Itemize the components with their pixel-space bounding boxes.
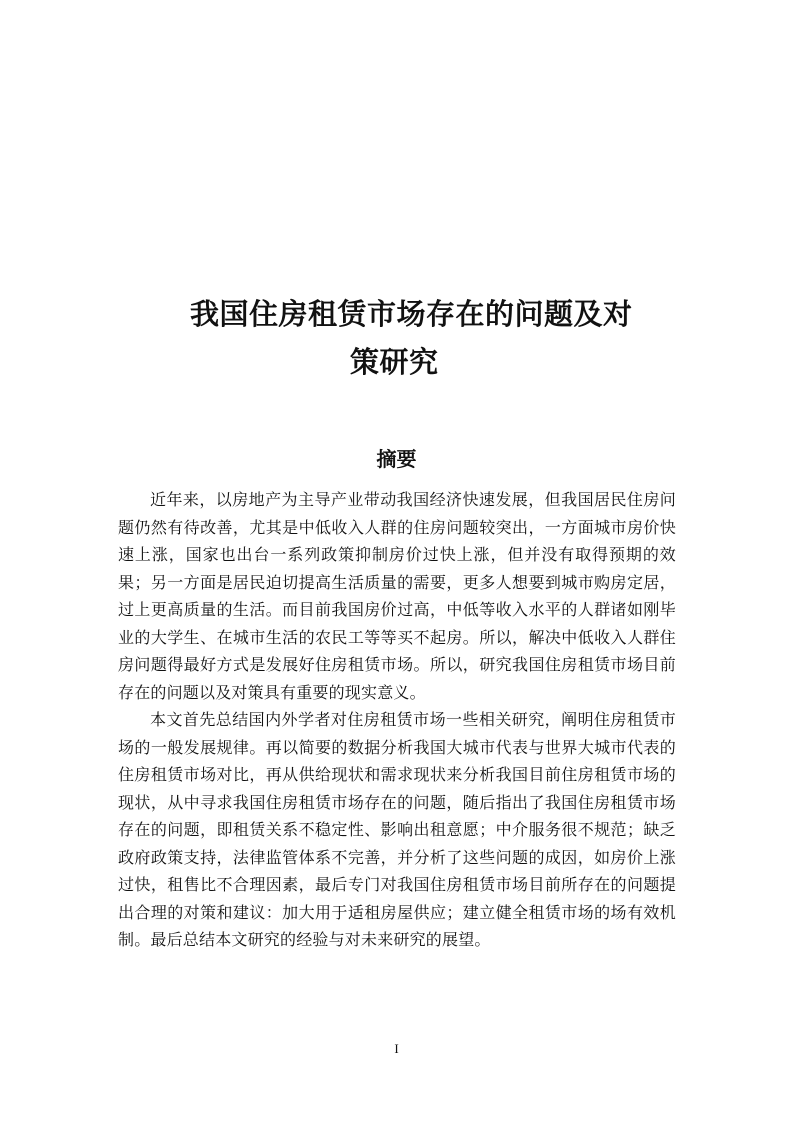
page-number: I — [394, 1041, 399, 1056]
title-line-2: 策研究 — [350, 345, 439, 379]
document-title — [175, 290, 685, 386]
abstract-paragraph-1: 近年来，以房地产为主导产业带动我国经济快速发展，但我国居民住房问题仍然有待改善，尤其是中低收入人群的住房问题较突出，一方面城市房价快速上涨，国家也出台一系列政策抑制房价过快上涨，但并没有取得预期的效果；另一方面是居民迫切提高生活质量的需要，更多人想要到城市购房定居，过上更高质量的生活。而目前我国房价过高，中低等收入水平的人群诸如刚毕业的大学生、在城市生活的农民工等等买不起房。所以，解决中低收入人群住房问题得最好方式是发展好住房租赁市场。所以，研究我国住房租赁市场目前存在的问题以及对策具有重要的现实意义。 — [118, 490, 676, 702]
title-line-1: 我国住房租赁市场存在的问题及对 — [190, 297, 633, 331]
abstract-heading: 摘要 — [376, 447, 417, 471]
abstract-body — [118, 486, 676, 954]
abstract-paragraph-2: 本文首先总结国内外学者对住房租赁市场一些相关研究，阐明住房租赁市场的一般发展规律。再以简要的数据分析我国大城市代表与世界大城市代表的住房租赁市场对比，再从供给现状和需求现状来分析我国目前住房租赁市场的现状，从中寻求我国住房租赁市场存在的问题，随后指出了我国住房租赁市场存在的问题，即租赁关系不稳定性、影响出租意愿；中介服务很不规范；缺乏政府政策支持，法律监管体系不完善，并分析了这些问题的成因，如房价上涨过快，租售比不合理因素，最后专门对我国住房租赁市场目前所存在的问题提出合理的对策和建议：加大用于适租房屋供应；建立健全租赁市场的场有效机制。最后总结本文研究的经验与对未来研究的展望。 — [118, 710, 676, 949]
